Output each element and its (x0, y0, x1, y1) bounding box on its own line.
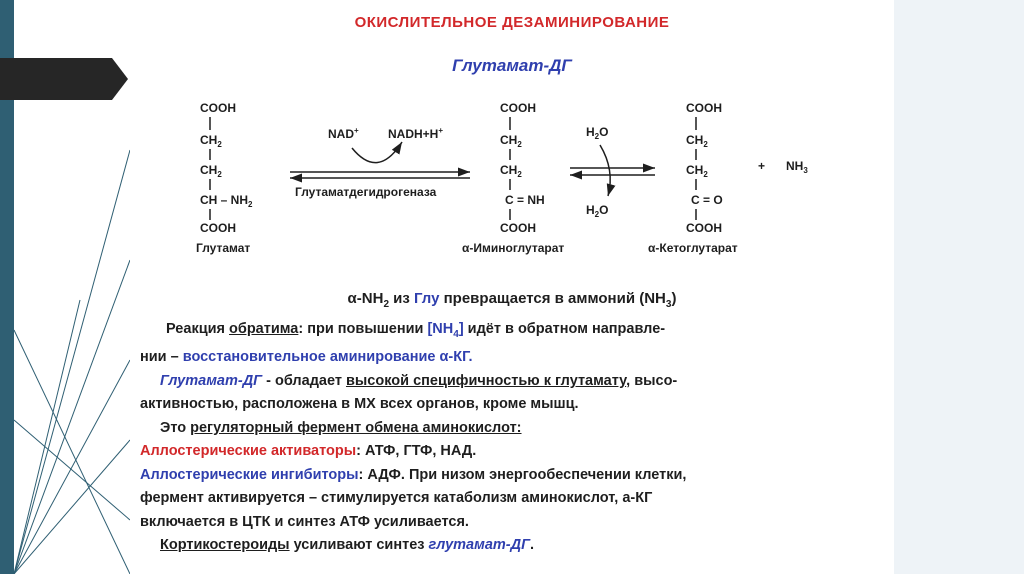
step2-water-out: H (586, 203, 595, 217)
step2-water-in: H (586, 125, 595, 139)
ketoglutarate-structure (648, 101, 738, 255)
summary-line: $\alpha-NH_2$ из Глу превращается в аммоний $(NH_3)$ (347, 290, 677, 310)
glutamate-structure (196, 101, 253, 255)
svg-text:CH2: $CH_2$ (686, 133, 708, 149)
glutamate-row-4: CH – NH (200, 193, 249, 207)
plus-sign: + (758, 159, 766, 173)
slide-tab-marker (0, 58, 128, 100)
imino-row-3: CH (500, 163, 518, 177)
description-text (140, 318, 885, 558)
ammonia-product: NH (786, 159, 804, 173)
imino-row-5: COOH (500, 221, 536, 235)
step1-arrows (290, 126, 470, 199)
svg-text:NAD+: NAD+ (328, 126, 359, 141)
glutamate-row-1: COOH (200, 101, 236, 115)
glutamate-row-2: CH (200, 133, 218, 147)
imino-row-1: COOH (500, 101, 536, 115)
svg-text:CH2: $CH_2$ (200, 163, 222, 179)
keto-row-4: C = O (691, 193, 723, 207)
reaction-scheme (130, 0, 894, 290)
body-line-10: Кортикостероиды усиливают синтез глутамат-ДГ. (160, 537, 535, 554)
slide-content (130, 0, 894, 574)
body-line-3: Глутамат-ДГ - обладает высокой специфичностью к глутамату, высо- (160, 372, 678, 389)
body-line-1: Реакция обратима: при повышении $[NH_4]$ идёт в обратном направле- (166, 321, 666, 340)
svg-text:H2O: $H_2O$ (586, 203, 609, 219)
svg-text:CH2: $CH_2$ (500, 133, 522, 149)
svg-text:CH2: $CH_2$ (686, 163, 708, 179)
slide-title: ОКИСЛИТЕЛЬНОЕ ДЕЗАМИНИРОВАНИЕ (354, 14, 670, 31)
step1-nadh: NADH+H (388, 127, 439, 141)
ketoglutarate-name: α-Кетоглутарат (648, 241, 738, 255)
keto-row-1: COOH (686, 101, 722, 115)
body-line-2: нии – восстановительное аминирование α-КГ. (140, 349, 473, 366)
iminoglutarate-name: α-Иминоглутарат (462, 241, 565, 255)
body-line-8: фермент активируется – стимулируется катаболизм аминокислот, а-КГ (140, 490, 653, 507)
imino-row-4: C = NH (505, 193, 545, 207)
step2-arrows (570, 125, 655, 219)
body-line-6: Аллостерические активаторы: АТФ, ГТФ, НАД. (140, 443, 477, 460)
keto-row-3: CH (686, 163, 704, 177)
svg-text:CH2: $CH_2$ (200, 133, 222, 149)
svg-text:NH3: $NH_3$ (786, 159, 808, 175)
step1-nad: NAD (328, 127, 354, 141)
imino-row-2: CH (500, 133, 518, 147)
svg-text:H2O: $H_2O$ (586, 125, 609, 141)
glutamate-row-3: CH (200, 163, 218, 177)
glutamate-name: Глутамат (196, 241, 251, 255)
svg-text:CH – NH2: CH – $NH_2$ (200, 193, 253, 209)
step1-enzyme: Глутаматдегидрогеназа (295, 185, 437, 199)
body-line-9: включается в ЦТК и синтез АТФ усиливается. (140, 513, 469, 530)
keto-row-2: CH (686, 133, 704, 147)
body-line-7: Аллостерические ингибиторы: АДФ. При низом энергообеспечении клетки, (140, 466, 687, 483)
iminoglutarate-structure (462, 101, 564, 255)
glutamate-row-5: COOH (200, 221, 236, 235)
keto-row-5: COOH (686, 221, 722, 235)
body-line-4: активностью, расположена в МХ всех органов, кроме мышц. (140, 396, 579, 413)
svg-text:CH2: $CH_2$ (500, 163, 522, 179)
body-line-5: Это регуляторный фермент обмена аминокислот: (160, 419, 522, 436)
svg-text:NADH+H+: NADH+H+ (388, 126, 444, 141)
glu-word: Глу (414, 290, 440, 307)
right-margin (894, 0, 1024, 574)
enzyme-title: Глутамат-ДГ (452, 56, 572, 75)
